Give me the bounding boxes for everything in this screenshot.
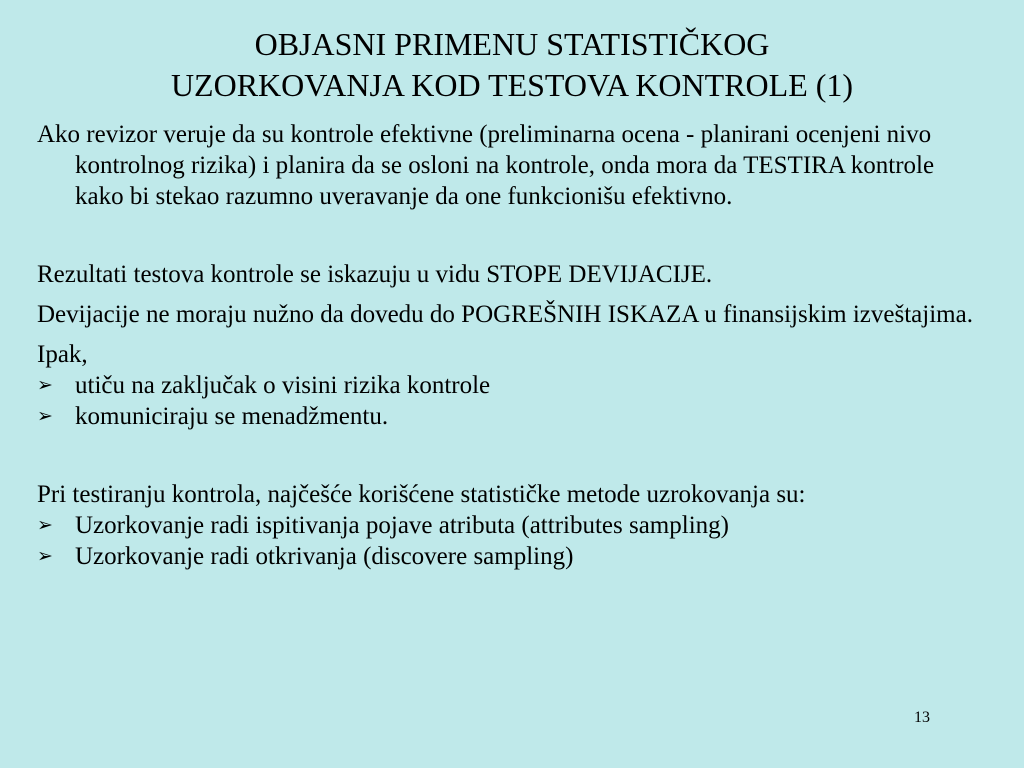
paragraph-deviation-rate: Rezultati testova kontrole se iskazuju u vidu STOPE DEVIJACIJE. [37, 261, 713, 288]
bullet-text: Uzorkovanje radi ispitivanja pojave atributa (attributes sampling) [75, 512, 729, 539]
paragraph-deviations: Devijacije ne moraju nužno da dovedu do POGREŠNIH ISKAZA u finansijskim izveštajima. [37, 301, 973, 328]
page-number: 13 [914, 709, 930, 726]
paragraph-statistical-methods: Pri testiranju kontrola, najčešće korišćene statističke metode uzrokovanja su: [37, 481, 806, 508]
title-line-2: UZORKOVANJA KOD TESTOVA KONTROLE (1) [170, 67, 854, 103]
arrow-bullet-icon: ➢ [37, 405, 53, 427]
arrow-bullet-icon: ➢ [37, 545, 53, 567]
arrow-bullet-icon: ➢ [37, 514, 53, 536]
paragraph-ipak: Ipak, [37, 341, 88, 368]
slide-body [37, 119, 982, 572]
bullet-text: komuniciraju se menadžmentu. [75, 403, 389, 430]
list-item [37, 510, 982, 541]
title-line-1: OBJASNI PRIMENU STATISTIČKOG [254, 26, 770, 62]
list-item [37, 541, 982, 572]
list-item [37, 401, 982, 432]
bullet-text: utiču na zaključak o visini rizika kontrole [75, 372, 491, 399]
list-item [37, 370, 982, 401]
bullet-text: Uzorkovanje radi otkrivanja (discovere sampling) [75, 543, 574, 570]
arrow-bullet-icon: ➢ [37, 374, 53, 396]
slide-title [40, 24, 984, 106]
paragraph-controls-testing: Ako revizor veruje da su kontrole efektivne (preliminarna ocena - planirani ocenjeni nivo kontrolnog rizika) i planira da se osloni na kontrole, onda mora da TESTIRA kontrole kako bi stekao razumno uveravanje da one funkcionišu efektivno. [37, 121, 935, 210]
